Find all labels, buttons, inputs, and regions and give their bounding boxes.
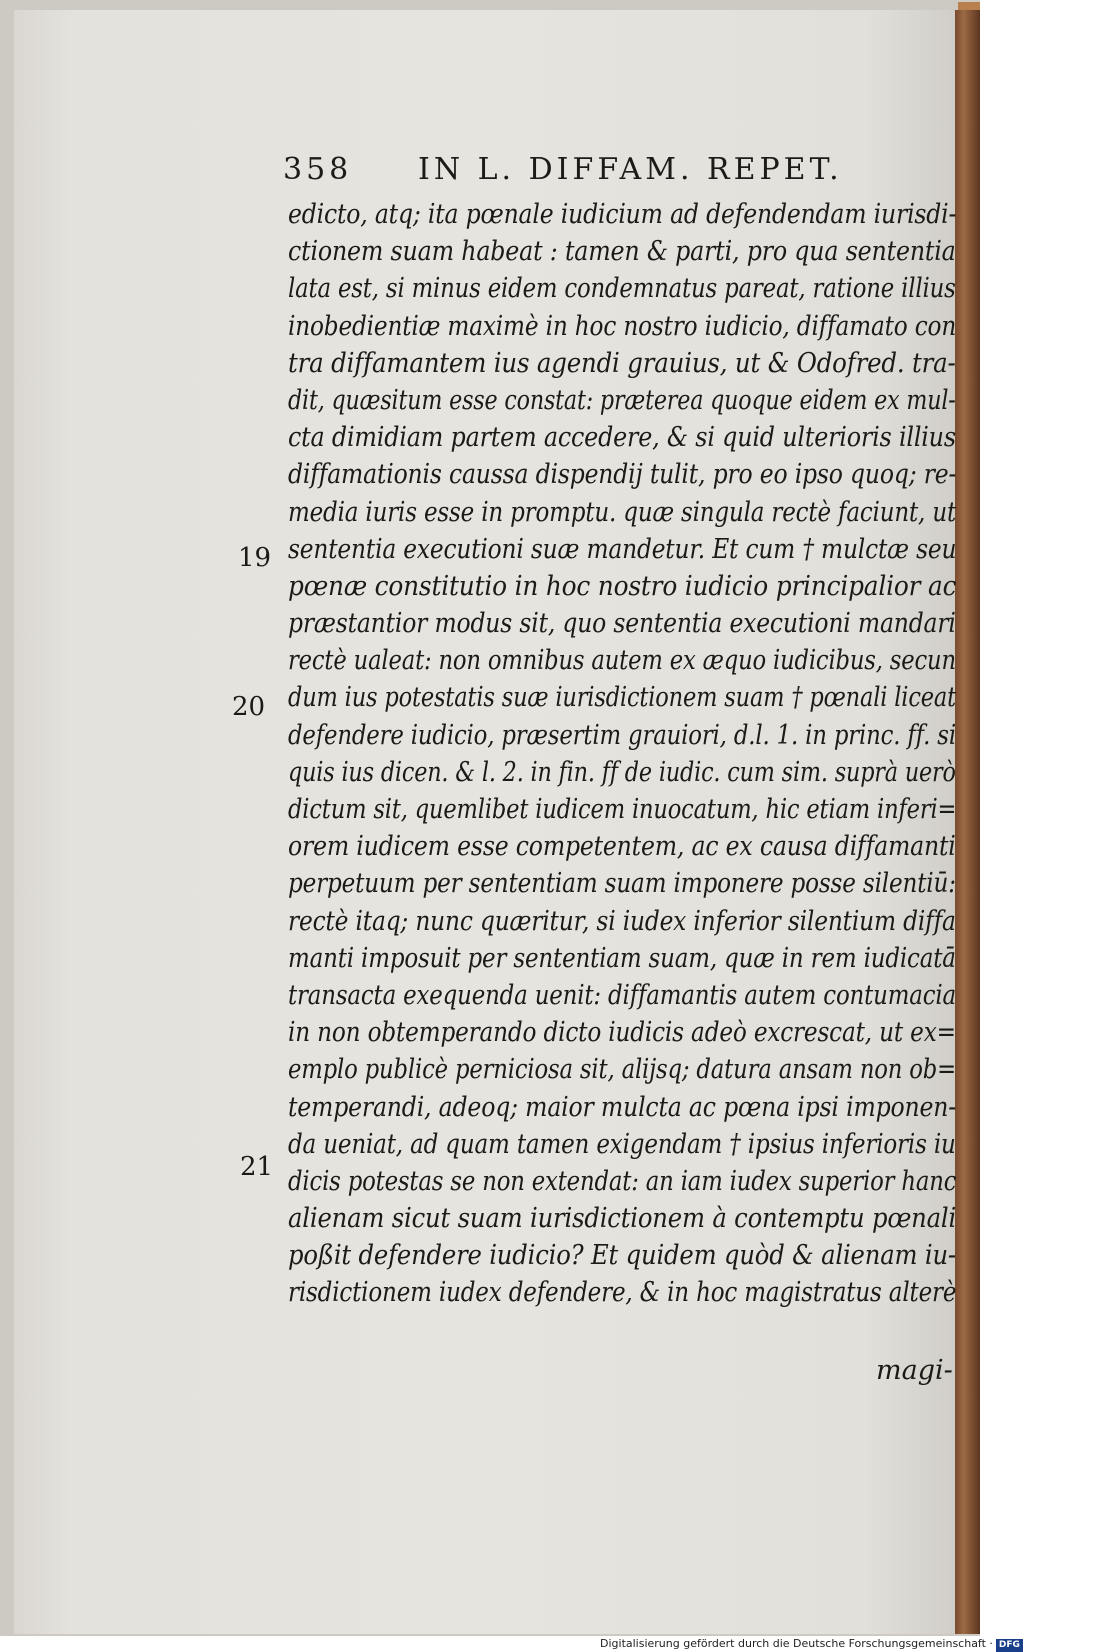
- text-line: dum ius potestatis suæ iurisdictionem suam † pœnali liceat: [288, 682, 957, 714]
- margin-number-20: 20: [232, 692, 266, 722]
- digitization-footer: [600, 1636, 1023, 1652]
- text-line: perpetuum per sententiam suam imponere posse silentiū:: [288, 868, 956, 900]
- text-line: quis ius dicen. & l. 2. in fin. ff de iudic. cum sim. suprà uerò: [288, 756, 956, 788]
- text-line: dicis potestas se non extendat: an iam iudex superior hanc: [288, 1165, 957, 1197]
- text-line: dit, quæsitum esse constat: præterea quoque eidem ex mul-: [288, 384, 956, 416]
- text-line: sententia executioni suæ mandetur. Et cum † mulctæ seu: [288, 533, 957, 565]
- text-line: poßit defendere iudicio? Et quidem quòd & alienam iu-: [288, 1240, 956, 1272]
- text-line: inobedientiæ maximè in hoc nostro iudicio, diffamato con: [288, 310, 957, 342]
- margin-number-19: 19: [238, 543, 272, 573]
- text-line: rectè itaq; nunc quæritur, si iudex inferior silentium diffa: [288, 905, 956, 937]
- text-line: da ueniat, ad quam tamen exigendam † ipsius inferioris iu: [288, 1128, 956, 1160]
- binding-edge: [955, 10, 980, 1634]
- text-line: transacta exequenda uenit: diffamantis autem contumacia: [288, 979, 957, 1011]
- text-line: alienam sicut suam iurisdictionem à contemptu pœnali: [288, 1203, 957, 1235]
- text-line: pœnæ constitutio in hoc nostro iudicio principalior ac: [288, 570, 957, 602]
- text-line: risdictionem iudex defendere, & in hoc magistratus alterè: [288, 1277, 957, 1309]
- running-title: IN L. DIFFAM. REPET.: [418, 152, 843, 187]
- page-number: 358: [283, 152, 353, 187]
- text-line: tra diffamantem ius agendi grauius, ut & Odofred. tra-: [288, 347, 956, 379]
- text-line: temperandi, adeoq; maior mulcta ac pœna ipsi imponen-: [288, 1091, 957, 1123]
- dfg-logo: DFG: [996, 1639, 1023, 1652]
- text-line: media iuris esse in promptu. quæ singula rectè faciunt, ut: [288, 496, 957, 528]
- margin-number-21: 21: [240, 1152, 274, 1182]
- text-line: emplo publicè perniciosa sit, alijsq; datura ansam non ob=: [288, 1054, 957, 1086]
- text-line: præstantior modus sit, quo sententia executioni mandari: [288, 608, 956, 640]
- running-header: [283, 152, 873, 190]
- text-line: edicto, atq; ita pœnale iudicium ad defendendam iurisdi-: [288, 199, 957, 230]
- catchword: magi-: [876, 1355, 953, 1386]
- text-line: diffamationis caussa dispendij tulit, pro eo ipso quoq; re-: [288, 459, 957, 491]
- text-line: manti imposuit per sententiam suam, quæ in rem iudicatā: [288, 942, 956, 974]
- text-line: cta dimidiam partem accedere, & si quid ulterioris illius: [288, 422, 956, 454]
- text-line: rectè ualeat: non omnibus autem ex æquo iudicibus, secun: [288, 645, 956, 677]
- text-line: dictum sit, quemlibet iudicem inuocatum, hic etiam inferi=: [288, 794, 957, 825]
- text-line: defendere iudicio, præsertim grauiori, d.l. 1. in princ. ff. si: [288, 719, 956, 751]
- text-line: ctionem suam habeat : tamen & parti, pro qua sententia: [288, 236, 956, 268]
- text-line: orem iudicem esse competentem, ac ex causa diffamanti: [288, 831, 956, 863]
- footer-credit: Digitalisierung gefördert durch die Deutsche Forschungsgemeinschaft ·: [600, 1637, 993, 1650]
- text-line: lata est, si minus eidem condemnatus pareat, ratione illius: [288, 273, 956, 305]
- text-line: in non obtemperando dicto iudicis adeò excrescat, ut ex=: [288, 1017, 956, 1049]
- main-text-block: [288, 196, 956, 1312]
